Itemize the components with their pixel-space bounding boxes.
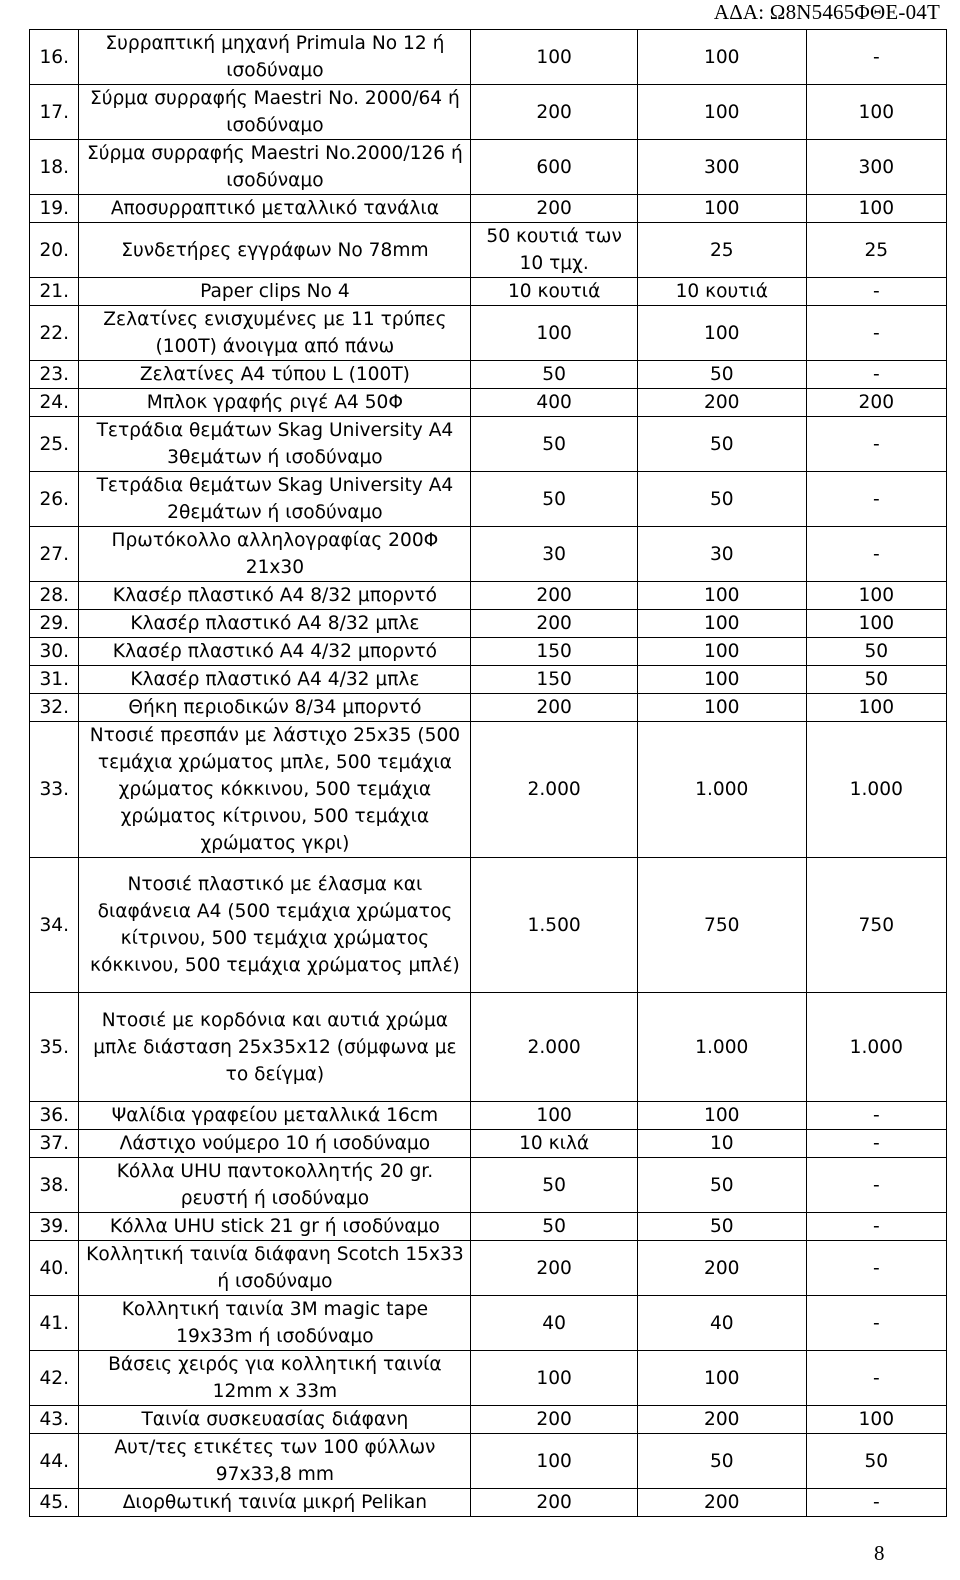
- item-description: Συνδετήρες εγγράφων Νο 78mm: [79, 223, 471, 278]
- quantity-col-3: 50: [806, 1434, 946, 1489]
- quantity-col-3: -: [806, 30, 946, 85]
- quantity-col-3: 100: [806, 1406, 946, 1434]
- quantity-col-1: 30: [471, 527, 638, 582]
- quantity-col-1: 50: [471, 1158, 638, 1213]
- table-row: [30, 1130, 947, 1158]
- quantity-col-3: -: [806, 361, 946, 389]
- table-row: [30, 417, 947, 472]
- quantity-col-2: 50: [637, 1434, 806, 1489]
- quantity-col-3: 50: [806, 638, 946, 666]
- ada-code: ΑΔΑ: Ω8Ν5465ΦΘΕ-04Τ: [713, 0, 940, 24]
- item-description: Σύρμα συρραφής Maestri No.2000/126 ή ισοδύναμο: [79, 140, 471, 195]
- item-description: Κλασέρ πλαστικό Α4 8/32 μπλε: [79, 610, 471, 638]
- table-row: [30, 694, 947, 722]
- row-number: 23.: [30, 361, 79, 389]
- quantity-col-2: 40: [637, 1296, 806, 1351]
- row-number: 20.: [30, 223, 79, 278]
- quantity-col-1: 100: [471, 1102, 638, 1130]
- quantity-col-3: 100: [806, 582, 946, 610]
- quantity-col-2: 100: [637, 306, 806, 361]
- table-row: [30, 722, 947, 858]
- table-row: [30, 527, 947, 582]
- item-description: Ντοσιέ πλαστικό με έλασμα και διαφάνεια Α4 (500 τεμάχια χρώματος κίτρινου, 500 τεμάχια χρώματος κόκκινου, 500 τεμάχια χρώματος μπλέ): [79, 858, 471, 993]
- row-number: 25.: [30, 417, 79, 472]
- item-description: Πρωτόκολλο αλληλογραφίας 200Φ 21x30: [79, 527, 471, 582]
- quantity-col-1: 150: [471, 638, 638, 666]
- quantity-col-3: 750: [806, 858, 946, 993]
- quantity-col-3: -: [806, 1489, 946, 1517]
- quantity-col-3: -: [806, 1241, 946, 1296]
- quantity-col-2: 200: [637, 1406, 806, 1434]
- quantity-col-3: -: [806, 278, 946, 306]
- quantity-col-2: 10: [637, 1130, 806, 1158]
- quantity-col-1: 200: [471, 1241, 638, 1296]
- quantity-col-2: 100: [637, 1351, 806, 1406]
- quantity-col-3: -: [806, 417, 946, 472]
- table-row: [30, 610, 947, 638]
- quantity-col-3: 25: [806, 223, 946, 278]
- quantity-col-2: 100: [637, 694, 806, 722]
- quantity-col-2: 30: [637, 527, 806, 582]
- quantity-col-2: 100: [637, 582, 806, 610]
- quantity-col-2: 100: [637, 666, 806, 694]
- item-description: Κολλητική ταινία 3M magic tape 19x33m ή ισοδύναμο: [79, 1296, 471, 1351]
- quantity-col-2: 1.000: [637, 993, 806, 1102]
- quantity-col-2: 200: [637, 389, 806, 417]
- table-row: [30, 389, 947, 417]
- row-number: 39.: [30, 1213, 79, 1241]
- quantity-col-1: 100: [471, 30, 638, 85]
- table-row: [30, 195, 947, 223]
- item-description: Αποσυρραπτικό μεταλλικό τανάλια: [79, 195, 471, 223]
- row-number: 36.: [30, 1102, 79, 1130]
- quantity-col-2: 25: [637, 223, 806, 278]
- quantity-col-1: 50: [471, 1213, 638, 1241]
- quantity-col-2: 100: [637, 1102, 806, 1130]
- row-number: 42.: [30, 1351, 79, 1406]
- row-number: 44.: [30, 1434, 79, 1489]
- page-number: 8: [874, 1541, 885, 1565]
- row-number: 35.: [30, 993, 79, 1102]
- quantity-col-1: 600: [471, 140, 638, 195]
- quantity-col-1: 100: [471, 1434, 638, 1489]
- row-number: 27.: [30, 527, 79, 582]
- row-number: 41.: [30, 1296, 79, 1351]
- item-description: Ζελατίνες ενισχυμένες με 11 τρύπες (100Τ) άνοιγμα από πάνω: [79, 306, 471, 361]
- table-row: [30, 140, 947, 195]
- quantity-col-3: -: [806, 527, 946, 582]
- quantity-col-3: -: [806, 306, 946, 361]
- row-number: 40.: [30, 1241, 79, 1296]
- quantity-col-3: 100: [806, 694, 946, 722]
- row-number: 21.: [30, 278, 79, 306]
- row-number: 30.: [30, 638, 79, 666]
- item-description: Κόλλα UHU παντοκολλητής 20 gr. ρευστή ή ισοδύναμο: [79, 1158, 471, 1213]
- row-number: 38.: [30, 1158, 79, 1213]
- quantity-col-1: 200: [471, 1489, 638, 1517]
- row-number: 45.: [30, 1489, 79, 1517]
- quantity-col-3: -: [806, 1130, 946, 1158]
- quantity-col-2: 100: [637, 610, 806, 638]
- quantity-col-1: 400: [471, 389, 638, 417]
- table-row: [30, 30, 947, 85]
- quantity-col-1: 200: [471, 694, 638, 722]
- table-row: [30, 278, 947, 306]
- quantity-col-3: 200: [806, 389, 946, 417]
- item-description: Σύρμα συρραφής Maestri No. 2000/64 ή ισοδύναμο: [79, 85, 471, 140]
- quantity-col-2: 10 κουτιά: [637, 278, 806, 306]
- table-row: [30, 306, 947, 361]
- quantity-col-1: 50: [471, 361, 638, 389]
- item-description: Διορθωτική ταινία μικρή Pelikan: [79, 1489, 471, 1517]
- quantity-col-1: 100: [471, 306, 638, 361]
- item-description: Θήκη περιοδικών 8/34 μπορντό: [79, 694, 471, 722]
- quantity-col-2: 50: [637, 472, 806, 527]
- table-row: [30, 1351, 947, 1406]
- table-row: [30, 858, 947, 993]
- quantity-col-1: 200: [471, 610, 638, 638]
- item-description: Τετράδια θεμάτων Skag University A4 3θεμάτων ή ισοδύναμο: [79, 417, 471, 472]
- table-row: [30, 361, 947, 389]
- table-row: [30, 638, 947, 666]
- row-number: 24.: [30, 389, 79, 417]
- row-number: 33.: [30, 722, 79, 858]
- row-number: 37.: [30, 1130, 79, 1158]
- quantity-col-1: 50: [471, 472, 638, 527]
- item-description: Βάσεις χειρός για κολλητική ταινία 12mm x 33m: [79, 1351, 471, 1406]
- quantity-col-1: 150: [471, 666, 638, 694]
- quantity-col-3: -: [806, 1213, 946, 1241]
- items-table-body: [30, 30, 947, 1517]
- table-row: [30, 666, 947, 694]
- quantity-col-1: 200: [471, 582, 638, 610]
- row-number: 26.: [30, 472, 79, 527]
- quantity-col-3: 1.000: [806, 993, 946, 1102]
- quantity-col-3: -: [806, 1351, 946, 1406]
- table-row: [30, 1489, 947, 1517]
- quantity-col-3: -: [806, 1158, 946, 1213]
- quantity-col-1: 200: [471, 85, 638, 140]
- item-description: Ντοσιέ με κορδόνια και αυτιά χρώμα μπλε διάσταση 25x35x12 (σύμφωνα με το δείγμα): [79, 993, 471, 1102]
- quantity-col-3: 50: [806, 666, 946, 694]
- item-description: Κλασέρ πλαστικό Α4 4/32 μπορντό: [79, 638, 471, 666]
- item-description: Τετράδια θεμάτων Skag University A4 2θεμάτων ή ισοδύναμο: [79, 472, 471, 527]
- quantity-col-1: 200: [471, 195, 638, 223]
- row-number: 17.: [30, 85, 79, 140]
- quantity-col-3: 100: [806, 195, 946, 223]
- row-number: 31.: [30, 666, 79, 694]
- row-number: 22.: [30, 306, 79, 361]
- quantity-col-3: -: [806, 472, 946, 527]
- table-row: [30, 1241, 947, 1296]
- quantity-col-1: 10 κουτιά: [471, 278, 638, 306]
- item-description: Paper clips No 4: [79, 278, 471, 306]
- item-description: Ζελατίνες Α4 τύπου L (100T): [79, 361, 471, 389]
- item-description: Κόλλα UHU stick 21 gr ή ισοδύναμο: [79, 1213, 471, 1241]
- row-number: 32.: [30, 694, 79, 722]
- row-number: 34.: [30, 858, 79, 993]
- item-description: Ψαλίδια γραφείου μεταλλικά 16cm: [79, 1102, 471, 1130]
- row-number: 18.: [30, 140, 79, 195]
- table-row: [30, 1296, 947, 1351]
- quantity-col-2: 50: [637, 361, 806, 389]
- item-description: Κλασέρ πλαστικό Α4 4/32 μπλε: [79, 666, 471, 694]
- quantity-col-3: 1.000: [806, 722, 946, 858]
- table-row: [30, 1434, 947, 1489]
- quantity-col-2: 100: [637, 85, 806, 140]
- item-description: Συρραπτική μηχανή Primula No 12 ή ισοδύναμο: [79, 30, 471, 85]
- quantity-col-3: -: [806, 1296, 946, 1351]
- quantity-col-2: 100: [637, 30, 806, 85]
- table-row: [30, 85, 947, 140]
- table-row: [30, 993, 947, 1102]
- table-row: [30, 582, 947, 610]
- quantity-col-2: 100: [637, 195, 806, 223]
- quantity-col-3: 100: [806, 85, 946, 140]
- table-row: [30, 1158, 947, 1213]
- quantity-col-1: 100: [471, 1351, 638, 1406]
- table-row: [30, 472, 947, 527]
- table-row: [30, 1213, 947, 1241]
- item-description: Ταινία συσκευασίας διάφανη: [79, 1406, 471, 1434]
- table-row: [30, 1406, 947, 1434]
- quantity-col-1: 200: [471, 1406, 638, 1434]
- item-description: Λάστιχο νούμερο 10 ή ισοδύναμο: [79, 1130, 471, 1158]
- quantity-col-1: 50 κουτιά των 10 τμχ.: [471, 223, 638, 278]
- quantity-col-2: 200: [637, 1241, 806, 1296]
- table-row: [30, 223, 947, 278]
- quantity-col-1: 1.500: [471, 858, 638, 993]
- item-description: Κολλητική ταινία διάφανη Scotch 15x33 ή ισοδύναμο: [79, 1241, 471, 1296]
- item-description: Αυτ/τες ετικέτες των 100 φύλλων 97x33,8 mm: [79, 1434, 471, 1489]
- row-number: 43.: [30, 1406, 79, 1434]
- quantity-col-3: -: [806, 1102, 946, 1130]
- quantity-col-2: 200: [637, 1489, 806, 1517]
- quantity-col-2: 100: [637, 638, 806, 666]
- quantity-col-3: 300: [806, 140, 946, 195]
- quantity-col-2: 300: [637, 140, 806, 195]
- quantity-col-2: 50: [637, 1158, 806, 1213]
- quantity-col-2: 750: [637, 858, 806, 993]
- quantity-col-1: 40: [471, 1296, 638, 1351]
- item-description: Μπλοκ γραφής ριγέ Α4 50Φ: [79, 389, 471, 417]
- quantity-col-1: 2.000: [471, 722, 638, 858]
- row-number: 16.: [30, 30, 79, 85]
- quantity-col-1: 50: [471, 417, 638, 472]
- quantity-col-2: 50: [637, 417, 806, 472]
- quantity-col-2: 50: [637, 1213, 806, 1241]
- item-description: Ντοσιέ πρεσπάν με λάστιχο 25x35 (500 τεμάχια χρώματος μπλε, 500 τεμάχια χρώματος κόκκινου, 500 τεμάχια χρώματος κίτρινου, 500 τεμάχια χρώματος γκρι): [79, 722, 471, 858]
- row-number: 19.: [30, 195, 79, 223]
- quantity-col-1: 2.000: [471, 993, 638, 1102]
- row-number: 28.: [30, 582, 79, 610]
- quantity-col-2: 1.000: [637, 722, 806, 858]
- row-number: 29.: [30, 610, 79, 638]
- quantity-col-1: 10 κιλά: [471, 1130, 638, 1158]
- item-description: Κλασέρ πλαστικό Α4 8/32 μπορντό: [79, 582, 471, 610]
- table-row: [30, 1102, 947, 1130]
- quantity-col-3: 100: [806, 610, 946, 638]
- items-table: [29, 29, 947, 1517]
